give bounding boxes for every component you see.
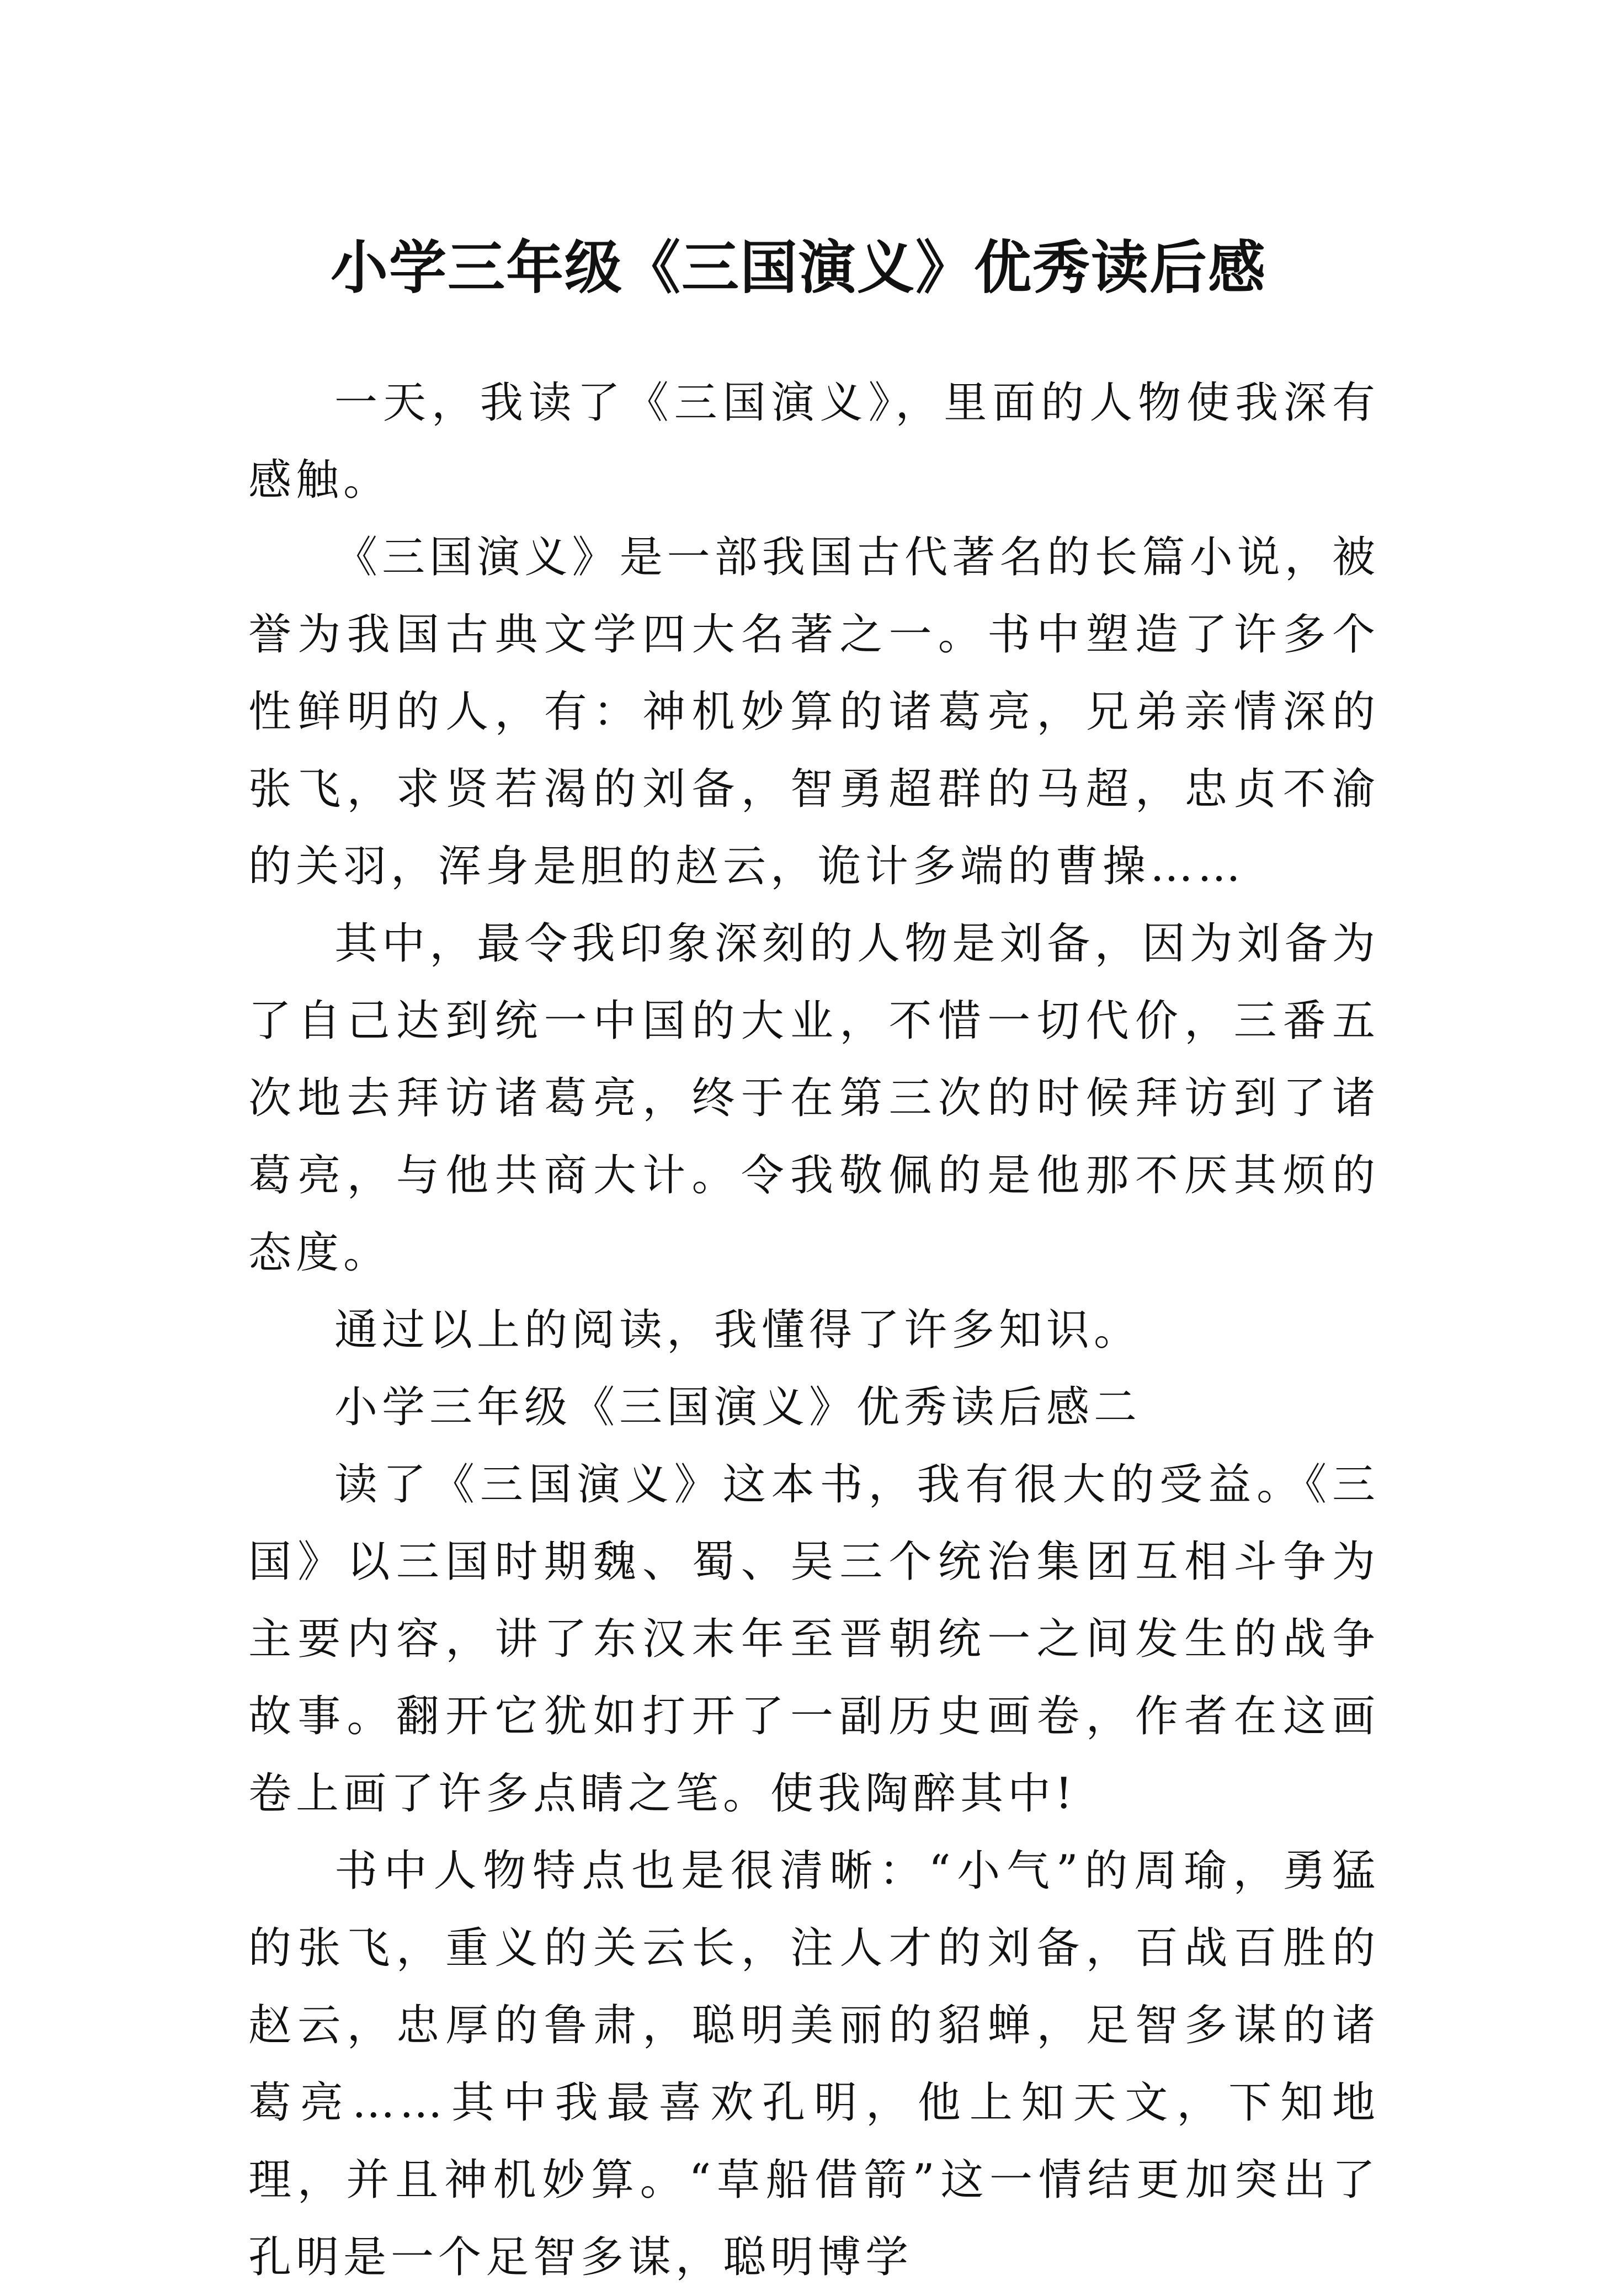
document-title: 小学三年级《三国演义》优秀读后感 [330,233,1266,301]
paragraph-2: 《三国演义》是一部我国古代著名的长篇小说，被誉为我国古典文学四大名著之一。书中塑造了许多个性鲜明的人，有：神机妙算的诸葛亮，兄弟亲情深的张飞，求贤若渴的刘备，智勇超群的马超，忠贞不渝的关羽，浑身是胆的赵云，诡计多端的曹操…… [248,533,1380,891]
paragraph-1: 一天，我读了《三国演义》，里面的人物使我深有感触。 [248,378,1380,505]
document-body [248,364,1380,2296]
paragraph-6: 书中人物特点也是很清晰：“小气”的周瑜，勇猛的张飞，重义的关云长，注人才的刘备，百战百胜的赵云，忠厚的鲁肃，聪明美丽的貂蝉，足智多谋的诸葛亮……其中我最喜欢孔明，他上知天文，下知地理，并且神机妙算。“草船借箭”这一情结更加突出了孔明是一个足智多谋，聪明博学 [248,1846,1380,2282]
paragraph-3: 其中，最令我印象深刻的人物是刘备，因为刘备为了自己达到统一中国的大业，不惜一切代价，三番五次地去拜访诸葛亮，终于在第三次的时候拜访到了诸葛亮，与他共商大计。令我敬佩的是他那不厌其烦的态度。 [248,919,1380,1278]
section-heading-2: 小学三年级《三国演义》优秀读后感二 [334,1383,1142,1432]
paragraph-5: 读了《三国演义》这本书，我有很大的受益。《三国》以三国时期魏、蜀、吴三个统治集团互相斗争为主要内容，讲了东汉末年至晋朝统一之间发生的战争故事。翻开它犹如打开了一副历史画卷，作者在这画卷上画了许多点睛之笔。使我陶醉其中! [248,1460,1380,1819]
paragraph-4: 通过以上的阅读，我懂得了许多知识。 [334,1305,1142,1355]
